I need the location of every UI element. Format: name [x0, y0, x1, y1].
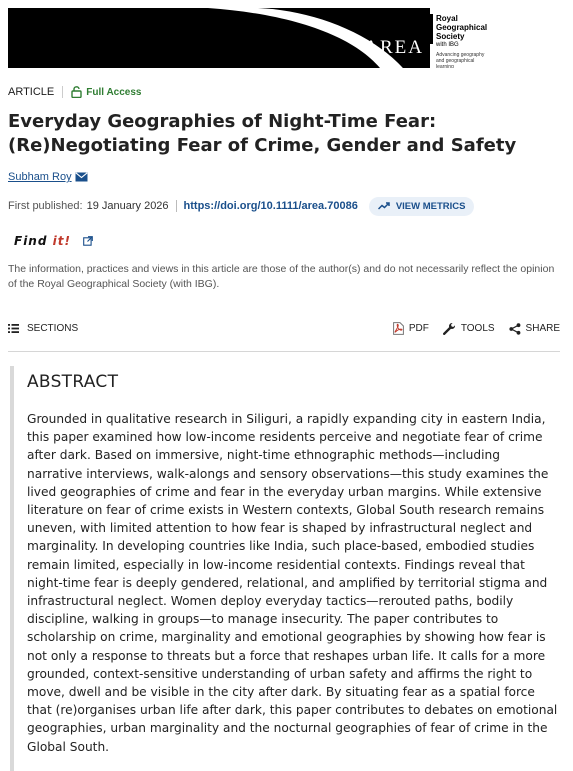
- envelope-icon[interactable]: [75, 172, 88, 182]
- author-link[interactable]: [8, 171, 88, 183]
- view-metrics-button[interactable]: [369, 197, 475, 216]
- rgs-mark: [430, 14, 433, 44]
- share-icon: [509, 323, 521, 335]
- pdf-button[interactable]: [393, 322, 429, 335]
- rgs-logo: [430, 8, 490, 68]
- article-title: Everyday Geographies of Night-Time Fear: (Re)Negotiating Fear of Crime, Gender and Safety: [8, 111, 517, 156]
- access-label: Full Access: [86, 86, 142, 98]
- first-published-label: First published:: [8, 200, 83, 212]
- article-meta: [8, 86, 141, 98]
- pdf-label: PDF: [408, 323, 429, 334]
- external-link-icon[interactable]: [83, 236, 93, 246]
- abstract-side-bar: [10, 366, 14, 771]
- pdf-icon: [393, 322, 404, 335]
- article-type: ARTICLE: [8, 86, 55, 98]
- doi-link[interactable]: https://doi.org/10.1111/area.70086: [183, 200, 358, 212]
- findit-logo[interactable]: Find it!: [14, 234, 71, 248]
- share-label: SHARE: [525, 323, 560, 334]
- tools-button[interactable]: [443, 322, 495, 335]
- view-metrics-label: VIEW METRICS: [395, 200, 466, 212]
- rgs-with: with IBG: [436, 42, 459, 48]
- abstract-text: Grounded in qualitative research in Siliguri, a rapidly expanding city in eastern India, this paper examined how low-income residents perceive and negotiate fear of crime after dark. Based on immersive, night-time ethnographic methods—including narrative interviews, walk-alongs and sensory observations—this study examines the lived geographies of crime and fear in the everyday urban margins. While extensive literature on fear of crime exists in Western contexts, Global South research remains uneven, with limited attention to how fear is shaped by infrastructural neglect and marginality. In developing countries like India, such place-based, embodied studies remain limited, especially in low-income residential contexts. Findings reveal that night-time fear is deeply gendered, relational, and amplified by territorial stigma and infrastructural neglect. Women deploy everyday tactics—rerouted paths, bodily discipline, walking in groups—to manage insecurity. The paper contributes to scholarship on crime, marginality and emotional geographies by showing how fear is not only a response to threats but a force that reshapes urban life. It calls for a more grounded, context-sensitive understanding of urban safety and affirms the right to move, dwell and be visible in the city after dark. By situating fear as a spatial force that (re)organises urban life after dark, this paper contributes to debates on emotional geographies, urban marginality and the nocturnal geographies of fear of crime in the Global South.: [27, 412, 558, 754]
- divider: [62, 86, 63, 98]
- disclaimer-text: The information, practices and views in this article are those of the author(s) and do not necessarily reflect the opinion of the Royal Geographical Society (with IBG).: [8, 263, 555, 290]
- article-toolbar: [8, 320, 560, 342]
- journal-name: AREA: [364, 37, 424, 58]
- trend-icon: [378, 202, 390, 210]
- rgs-tagline: Advancing geography and geographical learning: [436, 52, 485, 68]
- rgs-name: Royal Geographical Society: [436, 14, 488, 41]
- abstract-heading: ABSTRACT: [27, 372, 119, 392]
- first-published-date: 19 January 2026: [86, 200, 169, 212]
- abstract-section: [10, 366, 563, 771]
- tools-label: TOOLS: [460, 323, 495, 334]
- sections-button[interactable]: [8, 323, 78, 334]
- toolbar-divider: [8, 351, 560, 352]
- sections-label: SECTIONS: [27, 323, 79, 334]
- divider: [176, 200, 177, 212]
- findit-link[interactable]: [14, 234, 93, 248]
- list-icon: [8, 324, 19, 333]
- share-button[interactable]: [509, 323, 560, 335]
- unlock-icon: [71, 86, 82, 98]
- author-name[interactable]: Subham Roy: [8, 171, 72, 183]
- journal-banner[interactable]: [8, 8, 490, 68]
- wrench-icon: [443, 322, 456, 335]
- publication-info: [8, 196, 474, 216]
- access-badge: [71, 86, 141, 98]
